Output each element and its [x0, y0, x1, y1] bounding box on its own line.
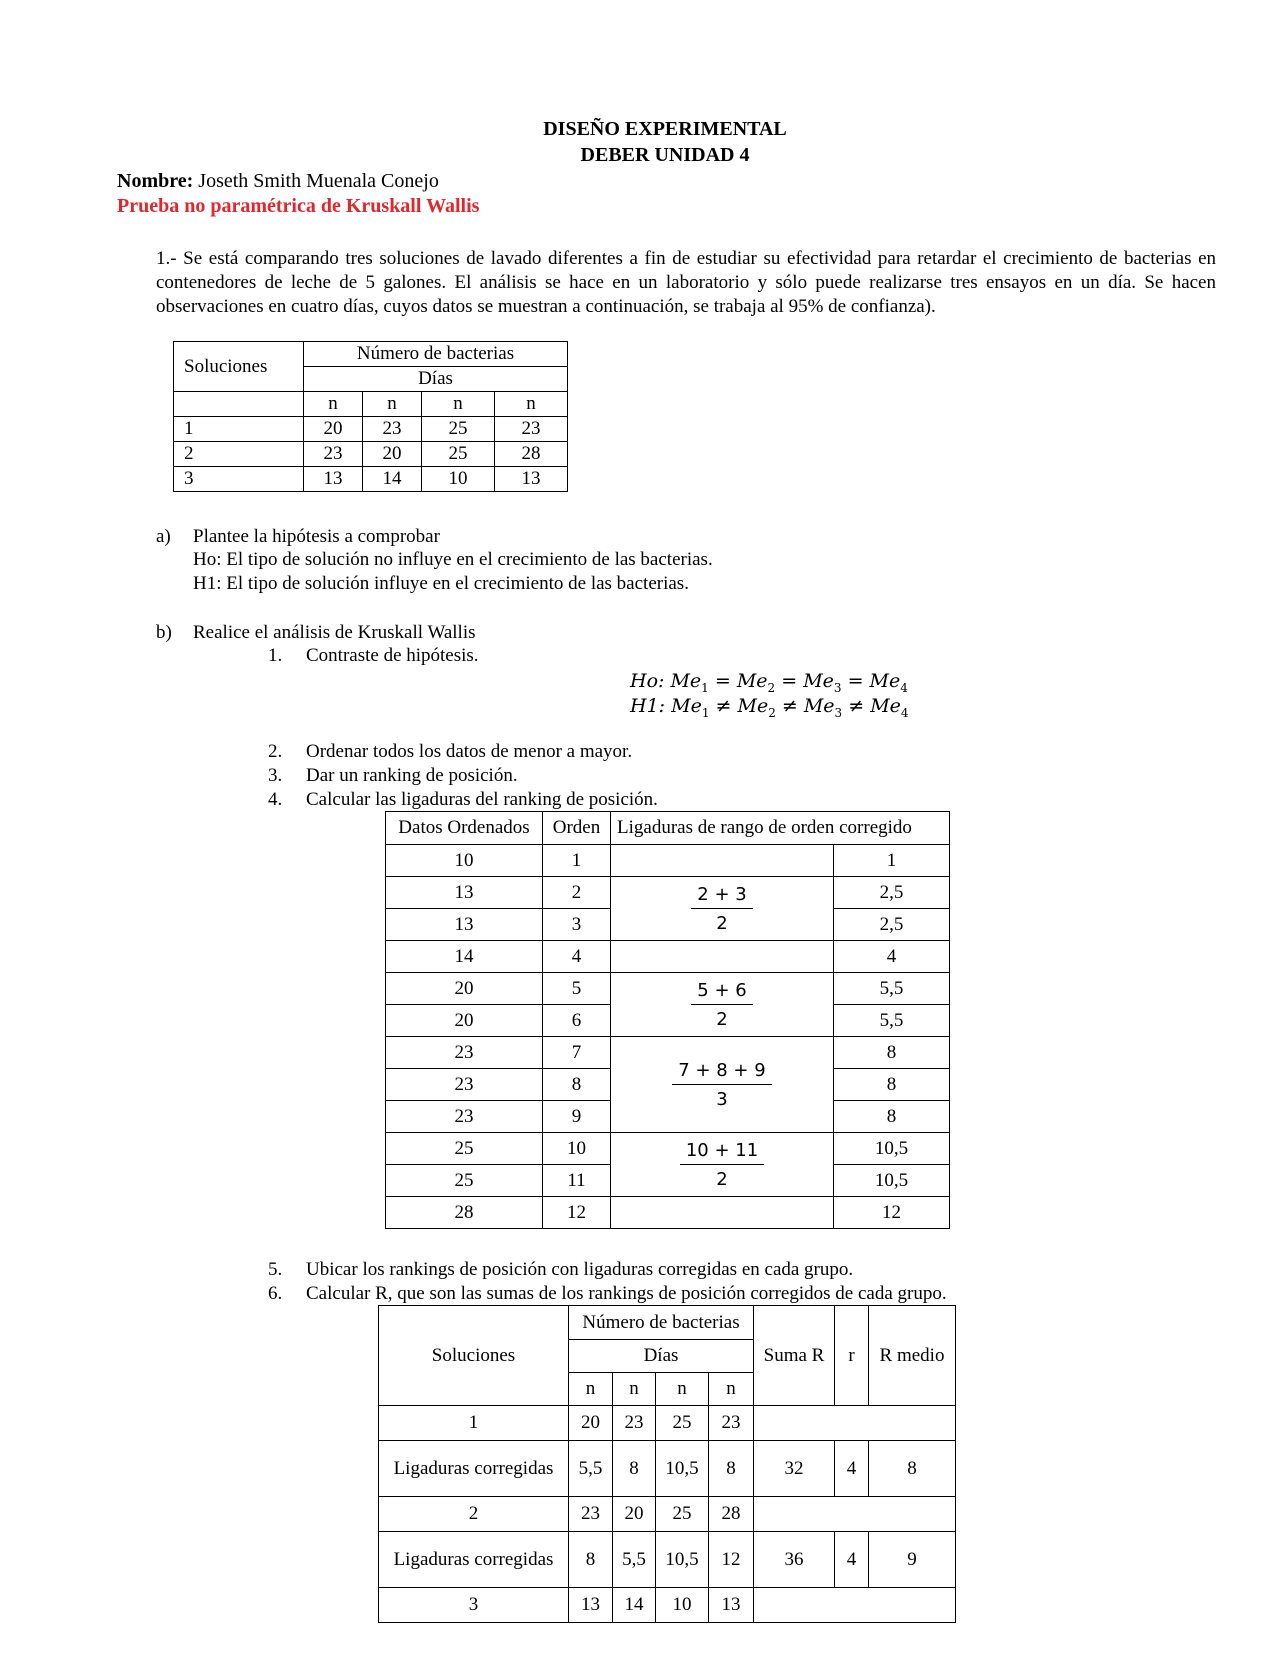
cell: 25: [422, 442, 495, 467]
solutions-header: Soluciones: [174, 342, 304, 392]
problem-statement: 1.- Se está comparando tres soluciones de lavado diferentes a fin de estudiar su efectividad para retardar el crecimiento de bacterias en contenedores de leche de 5 galones. El análisis se hace en un laboratorio y sólo puede realizarse tres ensayos en un día. Se hacen observaciones en cuatro días, cuyos datos se muestran a continuación, se trabaja al 95% de confianza).: [156, 248, 1216, 317]
hypothesis-h1: H1: El tipo de solución influye en el crecimiento de las bacterias.: [193, 573, 689, 594]
rank-cell: 10,5: [834, 1165, 950, 1197]
dato-cell: 28: [386, 1197, 543, 1229]
fraction-cell: [611, 1037, 834, 1133]
empty-cell: [754, 1497, 956, 1532]
row-label: 2: [379, 1497, 569, 1532]
table-row: [379, 1497, 956, 1532]
fraction-cell: [611, 973, 834, 1037]
table-row: [174, 442, 568, 467]
document-subtitle: DEBER UNIDAD 4: [580, 144, 750, 166]
n-label: n: [569, 1373, 613, 1406]
cell: 13: [495, 467, 568, 492]
table-row: [379, 1532, 956, 1588]
table-row: [379, 1441, 956, 1497]
rank-cell: 10,5: [834, 1133, 950, 1165]
step-text: Calcular las ligaduras del ranking de posición.: [306, 789, 658, 810]
header-ligaduras: Ligaduras de rango de orden corregido: [611, 812, 950, 845]
row-label: 1: [379, 1406, 569, 1441]
cell: 23: [495, 417, 568, 442]
cell: 23: [613, 1406, 656, 1441]
cell: 25: [656, 1406, 709, 1441]
sum-r-header: Suma R: [754, 1306, 835, 1406]
section-a-letter: a): [156, 526, 171, 547]
orden-cell: 8: [543, 1069, 611, 1101]
step-number: 5.: [268, 1259, 283, 1280]
data-table: [173, 341, 568, 492]
cell: 20: [363, 442, 422, 467]
cell: 25: [656, 1497, 709, 1532]
step-text: Dar un ranking de posición.: [306, 765, 518, 786]
dato-cell: 23: [386, 1037, 543, 1069]
cell: 13: [569, 1588, 613, 1623]
rank-cell: 8: [834, 1069, 950, 1101]
header-orden: Orden: [543, 812, 611, 845]
dato-cell: 25: [386, 1133, 543, 1165]
fraction-cell: [611, 877, 834, 941]
sum-r-cell: 32: [754, 1441, 835, 1497]
cell: 10,5: [656, 1532, 709, 1588]
dato-cell: 20: [386, 1005, 543, 1037]
cell: 13: [304, 467, 363, 492]
r-mean-cell: 9: [869, 1532, 956, 1588]
table-row: [386, 1133, 950, 1165]
table-row: [386, 973, 950, 1005]
step-text: Ubicar los rankings de posición con ligaduras corregidas en cada grupo.: [306, 1259, 854, 1280]
row-label: 2: [174, 442, 304, 467]
cell: 23: [569, 1497, 613, 1532]
step-number: 3.: [268, 765, 283, 786]
rank-cell: 12: [834, 1197, 950, 1229]
orden-cell: 10: [543, 1133, 611, 1165]
cell: 14: [613, 1588, 656, 1623]
table-row: [174, 417, 568, 442]
table-row: [386, 1037, 950, 1069]
math-h0: Ho: $Me_1 = Me_2 = Me_3 = Me_4$: [630, 670, 908, 695]
r-mean-header: R medio: [869, 1306, 956, 1406]
cell: 28: [709, 1497, 754, 1532]
section-b-heading: Realice el análisis de Kruskall Wallis: [193, 622, 476, 643]
fraction: $\frac{10 + 11}{2}$: [680, 1140, 764, 1190]
section-b-letter: b): [156, 622, 172, 643]
cell: 10,5: [656, 1441, 709, 1497]
dato-cell: 23: [386, 1069, 543, 1101]
name-label: Nombre:: [117, 170, 194, 192]
dato-cell: 13: [386, 877, 543, 909]
rank-cell: 5,5: [834, 1005, 950, 1037]
row-label: Ligaduras corregidas: [379, 1441, 569, 1497]
section-heading: Prueba no paramétrica de Kruskall Wallis: [117, 195, 480, 217]
orden-cell: 1: [543, 845, 611, 877]
bacteria-header: Número de bacterias: [569, 1306, 754, 1340]
orden-cell: 11: [543, 1165, 611, 1197]
r-header: r: [835, 1306, 869, 1406]
cell: 23: [304, 442, 363, 467]
dato-cell: 10: [386, 845, 543, 877]
days-header: Días: [569, 1340, 754, 1373]
table-row: [379, 1406, 956, 1441]
step-text: Calcular R, que son las sumas de los rankings de posición corregidos de cada grupo.: [306, 1283, 947, 1304]
cell: 20: [304, 417, 363, 442]
r-cell: 4: [835, 1532, 869, 1588]
cell: 28: [495, 442, 568, 467]
document-title: DISEÑO EXPERIMENTAL: [543, 118, 787, 140]
name-value: Joseth Smith Muenala Conejo: [198, 170, 439, 192]
sum-r-cell: 36: [754, 1532, 835, 1588]
rank-cell: 2,5: [834, 877, 950, 909]
r-mean-cell: 8: [869, 1441, 956, 1497]
header-datos: Datos Ordenados: [386, 812, 543, 845]
hypothesis-h0: Ho: El tipo de solución no influye en el crecimiento de las bacterias.: [193, 549, 713, 570]
fraction-cell: [611, 1197, 834, 1229]
solutions-header: Soluciones: [379, 1306, 569, 1406]
orden-cell: 7: [543, 1037, 611, 1069]
cell: 12: [709, 1532, 754, 1588]
fraction: $\frac{2 + 3}{2}$: [691, 884, 752, 934]
cell: 20: [569, 1406, 613, 1441]
ranking-table: [385, 811, 950, 1229]
cell: 5,5: [613, 1532, 656, 1588]
dato-cell: 23: [386, 1101, 543, 1133]
fraction-cell: [611, 941, 834, 973]
n-label: n: [613, 1373, 656, 1406]
dato-cell: 13: [386, 909, 543, 941]
cell: 8: [569, 1532, 613, 1588]
fraction: $\frac{5 + 6}{2}$: [691, 980, 752, 1030]
n-label: n: [422, 392, 495, 417]
orden-cell: 6: [543, 1005, 611, 1037]
bacteria-header: Número de bacterias: [304, 342, 568, 367]
step-text: Ordenar todos los datos de menor a mayor.: [306, 741, 633, 762]
dato-cell: 25: [386, 1165, 543, 1197]
cell: 23: [709, 1406, 754, 1441]
section-a-heading: Plantee la hipótesis a comprobar: [193, 526, 440, 547]
orden-cell: 3: [543, 909, 611, 941]
rank-cell: 1: [834, 845, 950, 877]
n-label: n: [363, 392, 422, 417]
r-cell: 4: [835, 1441, 869, 1497]
cell: 14: [363, 467, 422, 492]
fraction-cell: [611, 1133, 834, 1197]
orden-cell: 9: [543, 1101, 611, 1133]
fraction: $\frac{7 + 8 + 9}{3}$: [672, 1060, 771, 1110]
rank-cell: 4: [834, 941, 950, 973]
step-number: 4.: [268, 789, 283, 810]
empty-cell: [754, 1406, 956, 1441]
cell: 8: [709, 1441, 754, 1497]
dato-cell: 20: [386, 973, 543, 1005]
n-label: n: [495, 392, 568, 417]
math-h1: H1: $Me_1 \ne Me_2 \ne Me_3 \ne Me_4$: [630, 695, 909, 720]
rank-cell: 5,5: [834, 973, 950, 1005]
empty-cell: [754, 1588, 956, 1623]
cell: 10: [656, 1588, 709, 1623]
step-text: Contraste de hipótesis.: [306, 645, 479, 666]
table-row: [386, 877, 950, 909]
grouped-ranking-table: [378, 1305, 956, 1623]
row-label: Ligaduras corregidas: [379, 1532, 569, 1588]
cell: 10: [422, 467, 495, 492]
n-label: n: [304, 392, 363, 417]
n-label: n: [656, 1373, 709, 1406]
step-number: 2.: [268, 741, 283, 762]
row-label: 3: [379, 1588, 569, 1623]
table-row: [386, 1197, 950, 1229]
student-name-line: [117, 170, 439, 193]
step-number: 1.: [268, 645, 283, 666]
cell: 13: [709, 1588, 754, 1623]
step-number: 6.: [268, 1283, 283, 1304]
orden-cell: 5: [543, 973, 611, 1005]
table-row: [386, 845, 950, 877]
table-row: [174, 467, 568, 492]
dato-cell: 14: [386, 941, 543, 973]
row-label: 3: [174, 467, 304, 492]
rank-cell: 8: [834, 1101, 950, 1133]
days-header: Días: [304, 367, 568, 392]
rank-cell: 8: [834, 1037, 950, 1069]
table-row: [386, 941, 950, 973]
rank-cell: 2,5: [834, 909, 950, 941]
cell: 23: [363, 417, 422, 442]
table-row: [379, 1588, 956, 1623]
row-label: 1: [174, 417, 304, 442]
n-label: n: [709, 1373, 754, 1406]
fraction-cell: [611, 845, 834, 877]
cell: 20: [613, 1497, 656, 1532]
cell: 5,5: [569, 1441, 613, 1497]
cell: 25: [422, 417, 495, 442]
orden-cell: 4: [543, 941, 611, 973]
orden-cell: 2: [543, 877, 611, 909]
cell: 8: [613, 1441, 656, 1497]
orden-cell: 12: [543, 1197, 611, 1229]
